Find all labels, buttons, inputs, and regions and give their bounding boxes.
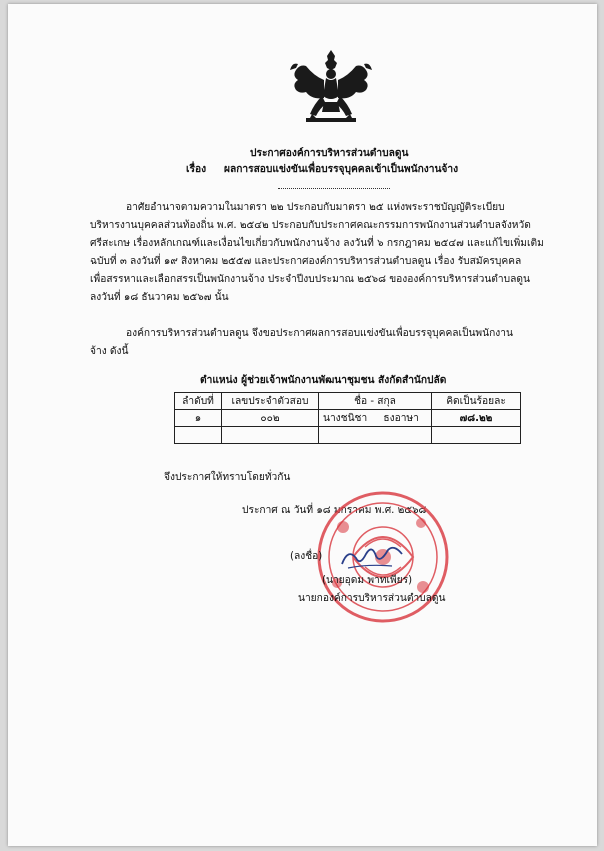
subject-text: ผลการสอบแข่งขันเพื่อบรรจุบุคคลเข้าเป็นพนักงานจ้าง	[224, 164, 459, 175]
para1-line: บริหารงานบุคคลส่วนท้องถิ่น พ.ศ. ๒๕๔๒ ประกอบกับประกาศคณะกรรมการพนักงานส่วนตำบลจังหวัด	[90, 220, 531, 231]
row-last-name: ธงอาษา	[383, 413, 419, 424]
para1-line: เพื่อสรรหาและเลือกสรรเป็นพนักงานจ้าง ประจำปีงบประมาณ ๒๕๖๘ ขององค์การบริหารส่วนตำบลดูน	[90, 274, 530, 285]
announce-date: ประกาศ ณ วันที่ ๑๘ มกราคม พ.ศ. ๒๕๖๘	[242, 505, 427, 516]
signer-title: นายกองค์การบริหารส่วนตำบลดูน	[298, 593, 446, 604]
header-cell: ลำดับที่	[175, 393, 222, 410]
para1-line: ฉบับที่ ๓ ลงวันที่ ๑๙ สิงหาคม ๒๕๕๗ และประกาศองค์การบริหารส่วนตำบลดูน เรื่อง รับสมัครบุคคล	[90, 256, 522, 267]
para1-line: ลงวันที่ ๑๘ ธันวาคม ๒๕๖๗ นั้น	[90, 292, 229, 303]
para1-line: อาศัยอำนาจตามความในมาตรา ๒๒ ประกอบกับมาตรา ๒๕ แห่งพระราชบัญญัติระเบียบ	[126, 202, 505, 213]
subject-label: เรื่อง	[186, 164, 207, 175]
row-percent: ๗๘.๒๒	[432, 410, 521, 427]
row-first-name: นางชนิชา	[323, 413, 368, 424]
document-page	[8, 4, 597, 846]
title-divider	[278, 188, 390, 189]
signer-name: (นายอุดม พาทเพียร)	[322, 575, 413, 586]
row-name	[319, 410, 432, 427]
closing-announce: จึงประกาศให้ทราบโดยทั่วกัน	[164, 472, 291, 483]
garuda-emblem-icon	[286, 48, 376, 130]
para1-line: ศรีสะเกษ เรื่องหลักเกณฑ์และเงื่อนไขเกี่ยวกับพนักงานจ้าง ลงวันที่ ๖ กรกฎาคม ๒๕๔๗ และแก้ไขเพิ่มเติม	[90, 238, 544, 249]
row-exam-id: ๐๐๒	[222, 410, 319, 427]
results-table	[174, 392, 521, 444]
header-cell: เลขประจำตัวสอบ	[222, 393, 319, 410]
table-row-empty	[175, 427, 521, 444]
table-row	[175, 410, 521, 427]
signature-icon	[338, 544, 408, 572]
table-header-row	[175, 393, 521, 410]
header-cell: คิดเป็นร้อยละ	[432, 393, 521, 410]
para2-line: องค์การบริหารส่วนตำบลดูน จึงขอประกาศผลการสอบแข่งขันเพื่อบรรจุบุคคลเป็นพนักงาน	[126, 328, 513, 339]
row-number: ๑	[175, 410, 222, 427]
header-cell: ชื่อ - สกุล	[319, 393, 432, 410]
position-title: ตำแหน่ง ผู้ช่วยเจ้าพนักงานพัฒนาชุมชน สังกัดสำนักปลัด	[200, 375, 447, 386]
announcement-title: ประกาศองค์การบริหารส่วนตำบลดูน	[250, 148, 409, 159]
para2-line: จ้าง ดังนี้	[90, 346, 129, 357]
sign-label: (ลงชื่อ)	[290, 551, 323, 562]
